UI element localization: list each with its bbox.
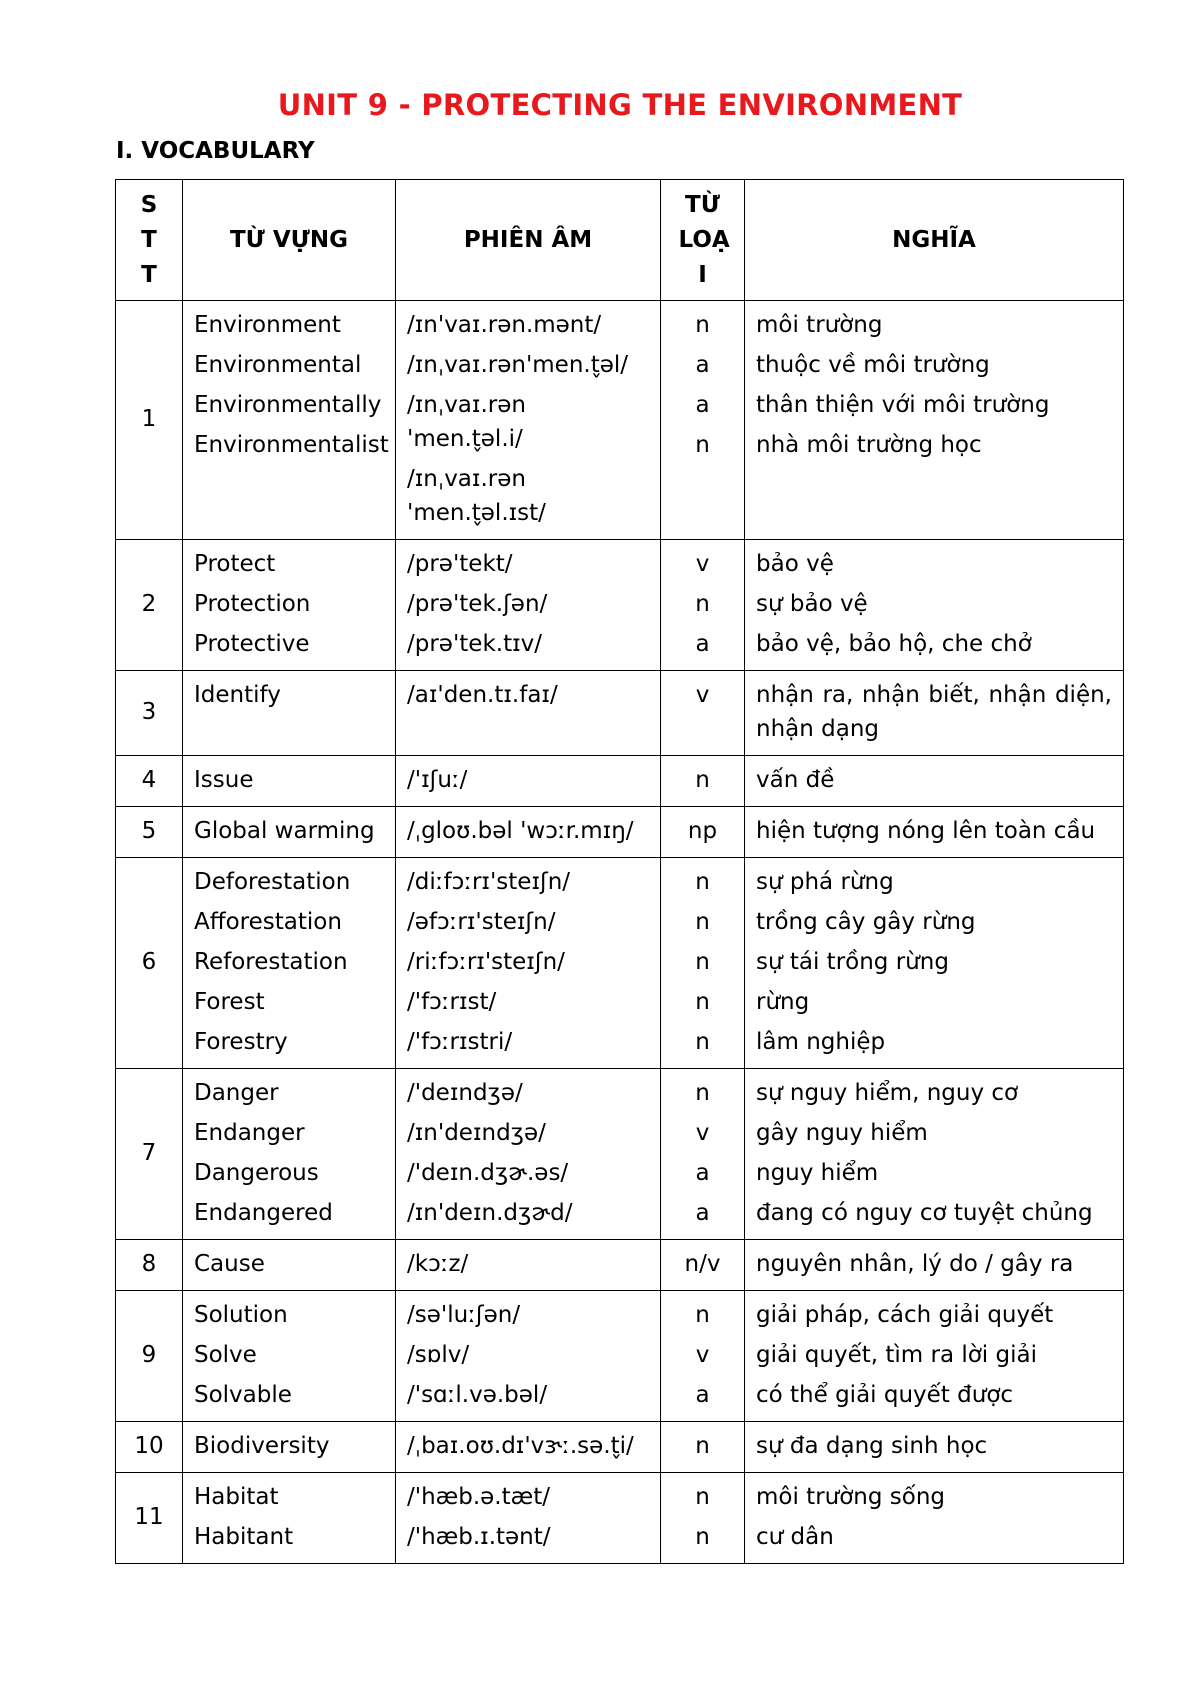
part-of-speech: n/v — [684, 1251, 721, 1277]
part-of-speech: n — [695, 1524, 710, 1550]
part-of-speech-cell — [661, 858, 745, 1069]
vocab-word: Cause — [194, 1251, 265, 1277]
part-of-speech: n — [695, 1484, 710, 1510]
row-number — [116, 1473, 183, 1564]
word-cell — [183, 1422, 396, 1473]
part-of-speech: n — [695, 989, 710, 1015]
table-row — [116, 756, 1124, 807]
phonetic-cell — [396, 756, 661, 807]
phonetic-cell — [396, 807, 661, 858]
phonetic-transcription: /ɪnˌvaɪ.rən 'men.t̬əl.ɪst/ — [407, 466, 546, 526]
phonetic-transcription: /'ɪʃuː/ — [407, 767, 468, 793]
vocab-word: Protection — [194, 591, 311, 617]
row-number-text: 8 — [141, 1251, 157, 1277]
phonetic-transcription: /ɪnˌvaɪ.rən'men.t̬əl/ — [407, 352, 629, 378]
table-row — [116, 1422, 1124, 1473]
row-number-text: 2 — [141, 591, 157, 617]
meaning-text: đang có nguy cơ tuyệt chủng — [756, 1200, 1093, 1226]
meaning-cell — [745, 1422, 1124, 1473]
meaning-cell — [745, 756, 1124, 807]
phonetic-transcription: /'deɪndʒə/ — [407, 1080, 523, 1106]
vocabulary-table — [115, 179, 1124, 1564]
word-cell — [183, 1473, 396, 1564]
phonetic-transcription: /prə'tek.ʃən/ — [407, 591, 548, 617]
phonetic-transcription: /diːfɔːrɪ'steɪʃn/ — [407, 869, 571, 895]
vocab-word: Forest — [194, 989, 265, 1015]
row-number — [116, 301, 183, 540]
word-cell — [183, 1291, 396, 1422]
table-row — [116, 671, 1124, 756]
vocab-word: Environmentally — [194, 392, 382, 418]
vocab-word: Forestry — [194, 1029, 288, 1055]
row-number-text: 3 — [141, 699, 157, 725]
phonetic-transcription: /'sɑːl.və.bəl/ — [407, 1382, 548, 1408]
section-heading: I. VOCABULARY — [116, 138, 315, 164]
vocab-word: Environmental — [194, 352, 362, 378]
meaning-text: sự nguy hiểm, nguy cơ — [756, 1080, 1019, 1106]
meaning-text: nguy hiểm — [756, 1160, 879, 1186]
meaning-cell — [745, 540, 1124, 671]
vocab-word: Protect — [194, 551, 276, 577]
part-of-speech: n — [695, 1433, 710, 1459]
phonetic-transcription: /əfɔːrɪ'steɪʃn/ — [407, 909, 556, 935]
vocab-word: Solvable — [194, 1382, 292, 1408]
meaning-text: vấn đề — [756, 767, 835, 793]
part-of-speech: v — [695, 1120, 710, 1146]
table-row — [116, 858, 1124, 1069]
part-of-speech-cell — [661, 807, 745, 858]
phonetic-transcription: /kɔːz/ — [407, 1251, 469, 1277]
meaning-text: bảo vệ, bảo hộ, che chở — [756, 631, 1032, 657]
meaning-cell — [745, 1069, 1124, 1240]
word-cell — [183, 807, 396, 858]
vocab-word: Habitat — [194, 1484, 279, 1510]
meaning-text: thân thiện với môi trường — [756, 392, 1050, 418]
row-number-text: 6 — [141, 949, 157, 975]
meaning-cell — [745, 807, 1124, 858]
phonetic-transcription: /ˌgloʊ.bəl 'wɔːr.mɪŋ/ — [407, 818, 634, 844]
word-cell — [183, 756, 396, 807]
vocab-word: Deforestation — [194, 869, 351, 895]
meaning-text: bảo vệ — [756, 551, 834, 577]
part-of-speech: v — [695, 682, 710, 708]
table-header-row — [116, 180, 1124, 301]
part-of-speech: n — [695, 1302, 710, 1328]
part-of-speech: a — [695, 631, 710, 657]
page-title: UNIT 9 - PROTECTING THE ENVIRONMENT — [277, 88, 963, 122]
part-of-speech-cell — [661, 1240, 745, 1291]
phonetic-transcription: /riːfɔːrɪ'steɪʃn/ — [407, 949, 565, 975]
word-cell — [183, 671, 396, 756]
row-number-text: 10 — [134, 1433, 164, 1459]
meaning-text: sự phá rừng — [756, 869, 894, 895]
meaning-text: trồng cây gây rừng — [756, 909, 976, 935]
phonetic-transcription: /prə'tekt/ — [407, 551, 513, 577]
meaning-text: sự đa dạng sinh học — [756, 1433, 988, 1459]
vocab-word: Issue — [194, 767, 254, 793]
row-number-text: 11 — [134, 1504, 164, 1530]
meaning-text: giải quyết, tìm ra lời giải — [756, 1342, 1037, 1368]
part-of-speech: v — [695, 551, 710, 577]
phonetic-cell — [396, 1240, 661, 1291]
word-cell — [183, 1240, 396, 1291]
table-row — [116, 540, 1124, 671]
meaning-text: gây nguy hiểm — [756, 1120, 928, 1146]
phonetic-transcription: /'hæb.ɪ.tənt/ — [407, 1524, 551, 1550]
part-of-speech: n — [695, 1080, 710, 1106]
row-number — [116, 858, 183, 1069]
row-number-text: 9 — [141, 1342, 157, 1368]
part-of-speech: v — [695, 1342, 710, 1368]
row-number — [116, 540, 183, 671]
row-number — [116, 1240, 183, 1291]
phonetic-cell — [396, 1069, 661, 1240]
row-number — [116, 1291, 183, 1422]
row-number — [116, 756, 183, 807]
part-of-speech-cell — [661, 1291, 745, 1422]
meaning-text: môi trường — [756, 312, 883, 338]
table-body — [116, 301, 1124, 1564]
vocab-word: Protective — [194, 631, 310, 657]
part-of-speech: n — [695, 767, 710, 793]
meaning-cell — [745, 1291, 1124, 1422]
meaning-text: sự bảo vệ — [756, 591, 868, 617]
phonetic-transcription: /ˌbaɪ.oʊ.dɪ'vɝː.sə.t̬i/ — [407, 1433, 634, 1459]
vocab-word: Afforestation — [194, 909, 342, 935]
word-cell — [183, 540, 396, 671]
vocab-word: Solve — [194, 1342, 257, 1368]
phonetic-cell — [396, 1422, 661, 1473]
part-of-speech-cell — [661, 1069, 745, 1240]
vocab-word: Dangerous — [194, 1160, 319, 1186]
header-pos-label: TỪ LOẠ I — [678, 191, 730, 288]
meaning-cell — [745, 671, 1124, 756]
meaning-text: cư dân — [756, 1524, 834, 1550]
part-of-speech: n — [695, 949, 710, 975]
meaning-text: sự tái trồng rừng — [756, 949, 949, 975]
meaning-text: nhận ra, nhận biết, nhận diện, nhận dạng — [756, 682, 1112, 742]
phonetic-cell — [396, 1473, 661, 1564]
part-of-speech: n — [695, 869, 710, 895]
meaning-text: nguyên nhân, lý do / gây ra — [756, 1251, 1074, 1277]
part-of-speech: a — [695, 352, 710, 378]
meaning-text: lâm nghiệp — [756, 1029, 886, 1055]
phonetic-transcription: /ɪn'vaɪ.rən.mənt/ — [407, 312, 602, 338]
header-stt — [116, 180, 183, 301]
phonetic-transcription: /'fɔːrɪstri/ — [407, 1029, 513, 1055]
phonetic-transcription: /'fɔːrɪst/ — [407, 989, 497, 1015]
part-of-speech: n — [695, 1029, 710, 1055]
header-pos — [661, 180, 745, 301]
part-of-speech: a — [695, 1200, 710, 1226]
part-of-speech: a — [695, 1382, 710, 1408]
word-cell — [183, 1069, 396, 1240]
vocab-word: Environment — [194, 312, 341, 338]
meaning-cell — [745, 1473, 1124, 1564]
part-of-speech: np — [687, 818, 718, 844]
vocab-word: Solution — [194, 1302, 288, 1328]
word-cell — [183, 301, 396, 540]
part-of-speech: a — [695, 392, 710, 418]
phonetic-cell — [396, 1291, 661, 1422]
vocab-word: Habitant — [194, 1524, 294, 1550]
row-number-text: 7 — [141, 1140, 157, 1166]
part-of-speech: n — [695, 312, 710, 338]
table-row — [116, 301, 1124, 540]
part-of-speech-cell — [661, 301, 745, 540]
row-number — [116, 671, 183, 756]
phonetic-transcription: /'deɪn.dʒɚ.əs/ — [407, 1160, 569, 1186]
meaning-text: hiện tượng nóng lên toàn cầu — [756, 818, 1096, 844]
row-number-text: 5 — [141, 818, 157, 844]
meaning-text: giải pháp, cách giải quyết — [756, 1302, 1054, 1328]
phonetic-cell — [396, 858, 661, 1069]
part-of-speech-cell — [661, 1473, 745, 1564]
row-number — [116, 1422, 183, 1473]
table-row — [116, 1291, 1124, 1422]
row-number-text: 4 — [141, 767, 157, 793]
vocab-word: Environmentalist — [194, 432, 389, 458]
table-row — [116, 1069, 1124, 1240]
meaning-text: có thể giải quyết được — [756, 1382, 1014, 1408]
part-of-speech: n — [695, 432, 710, 458]
vocab-word: Endangered — [194, 1200, 333, 1226]
part-of-speech-cell — [661, 671, 745, 756]
meaning-text: thuộc về môi trường — [756, 352, 990, 378]
vocab-word: Global warming — [194, 818, 375, 844]
header-phonetic: PHIÊN ÂM — [396, 180, 661, 301]
table-row — [116, 1473, 1124, 1564]
phonetic-transcription: /prə'tek.tɪv/ — [407, 631, 543, 657]
phonetic-transcription: /ɪnˌvaɪ.rən 'men.t̬əl.i/ — [407, 392, 526, 452]
phonetic-transcription: /'hæb.ə.tæt/ — [407, 1484, 550, 1510]
phonetic-cell — [396, 301, 661, 540]
vocab-word: Reforestation — [194, 949, 348, 975]
phonetic-transcription: /aɪ'den.tɪ.faɪ/ — [407, 682, 558, 708]
part-of-speech: a — [695, 1160, 710, 1186]
part-of-speech: n — [695, 591, 710, 617]
row-number-text: 1 — [141, 406, 157, 432]
header-meaning: NGHĨA — [745, 180, 1124, 301]
phonetic-cell — [396, 671, 661, 756]
meaning-text: rừng — [756, 989, 810, 1015]
part-of-speech-cell — [661, 756, 745, 807]
part-of-speech-cell — [661, 540, 745, 671]
meaning-cell — [745, 858, 1124, 1069]
phonetic-transcription: /ɪn'deɪndʒə/ — [407, 1120, 546, 1146]
phonetic-transcription: /sɒlv/ — [407, 1342, 470, 1368]
table-row — [116, 1240, 1124, 1291]
meaning-cell — [745, 301, 1124, 540]
phonetic-cell — [396, 540, 661, 671]
meaning-text: môi trường sống — [756, 1484, 946, 1510]
vocab-word: Identify — [194, 682, 281, 708]
header-stt-label: ST T — [140, 191, 158, 288]
part-of-speech: n — [695, 909, 710, 935]
table-row — [116, 807, 1124, 858]
meaning-text: nhà môi trường học — [756, 432, 982, 458]
vocab-word: Biodiversity — [194, 1433, 330, 1459]
word-cell — [183, 858, 396, 1069]
row-number — [116, 1069, 183, 1240]
part-of-speech-cell — [661, 1422, 745, 1473]
vocab-word: Danger — [194, 1080, 279, 1106]
vocab-word: Endanger — [194, 1120, 305, 1146]
phonetic-transcription: /sə'luːʃən/ — [407, 1302, 521, 1328]
row-number — [116, 807, 183, 858]
phonetic-transcription: /ɪn'deɪn.dʒɚd/ — [407, 1200, 573, 1226]
header-word: TỪ VỰNG — [183, 180, 396, 301]
meaning-cell — [745, 1240, 1124, 1291]
